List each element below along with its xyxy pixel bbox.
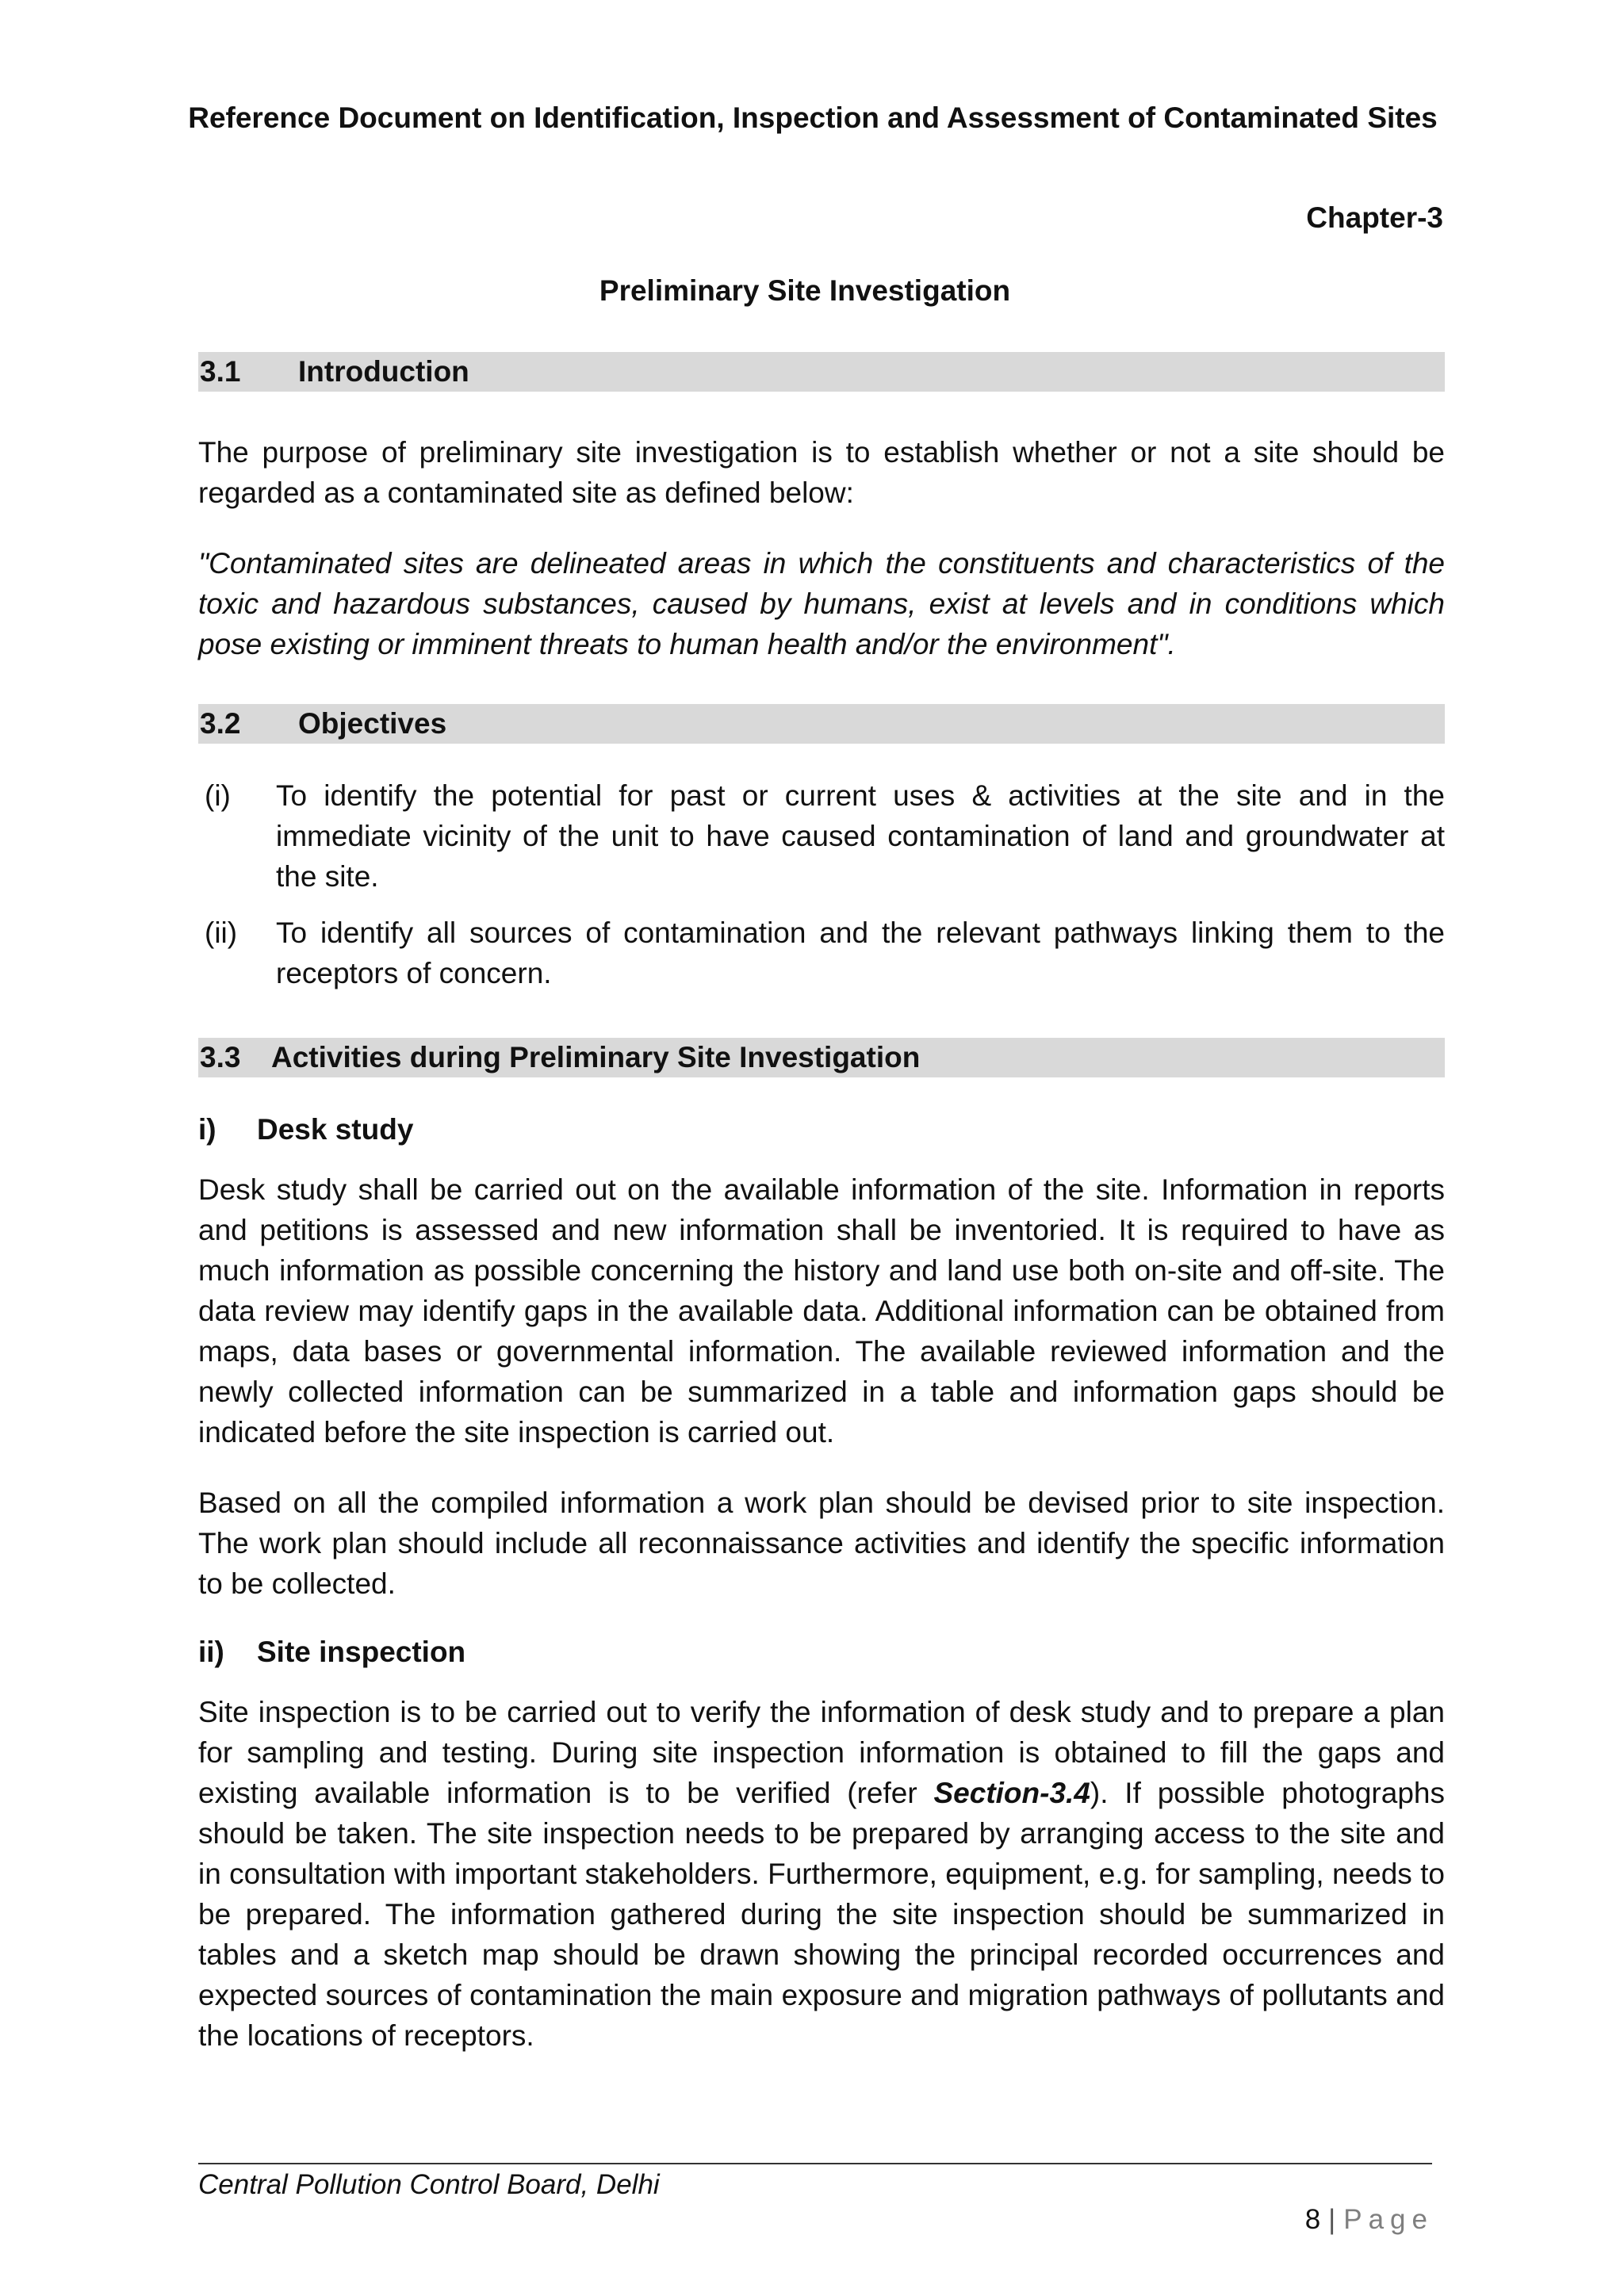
site-inspection-text-end: ). If possible photographs should be taken. The site inspection needs to be prepared by arranging access to the site and in consultation with important stakeholders. Furthermore, equipment, e.g. for sampling, needs to be prepared. The information gathered during the site inspection should be summarized in tables and a sketch map should be drawn showing the principal recorded occurrences and expected sources of contamination the main exposure and migration pathways of pollutants and the locations of receptors. bbox=[198, 1777, 1445, 2052]
objective-item bbox=[198, 775, 1445, 897]
section-heading-introduction bbox=[198, 352, 1445, 392]
footer-divider bbox=[198, 2163, 1432, 2164]
section-number: 3.1 bbox=[200, 355, 241, 388]
page-label: Page bbox=[1343, 2204, 1434, 2235]
site-inspection-text-start: Site inspection is to be carried out to verify the information of desk study and to prepare a plan for sampling and testing. During site inspection information is obtained to fill the gaps and existing available information is to be verified (refer bbox=[198, 1696, 1445, 1809]
list-marker: (i) bbox=[205, 779, 231, 812]
definition-quote: "Contaminated sites are delineated areas in which the constituents and characteristics of the toxic and hazardous substances, caused by humans, exist at levels and in conditions which pose existing or imminent threats to human health and/or the environment". bbox=[198, 547, 1445, 660]
work-plan-paragraph: Based on all the compiled information a work plan should be devised prior to site inspection. The work plan should include all reconnaissance activities and identify the specific information to be collected. bbox=[198, 1487, 1445, 1600]
list-item-text: To identify all sources of contamination and the relevant pathways linking them to the receptors of concern. bbox=[276, 916, 1445, 989]
list-item-text: To identify the potential for past or current uses & activities at the site and in the immediate vicinity of the unit to have caused contamination of land and groundwater at the site. bbox=[276, 779, 1445, 893]
intro-paragraph: The purpose of preliminary site investigation is to establish whether or not a site should be regarded as a contaminated site as defined below: bbox=[198, 436, 1445, 509]
subheading-title: Site inspection bbox=[257, 1636, 466, 1668]
subheading-marker: ii) bbox=[198, 1636, 224, 1668]
subheading-title: Desk study bbox=[257, 1113, 414, 1146]
footer-organization: Central Pollution Control Board, Delhi bbox=[198, 2169, 660, 2200]
section-heading-objectives bbox=[198, 704, 1445, 744]
subheading-desk-study bbox=[198, 1109, 413, 1150]
section-number: 3.2 bbox=[200, 707, 241, 740]
page-number-value: 8 bbox=[1304, 2204, 1321, 2235]
section-heading-activities bbox=[198, 1038, 1445, 1077]
site-inspection-paragraph bbox=[198, 1692, 1445, 2056]
section-number: 3.3 bbox=[200, 1041, 241, 1073]
page-number-separator: | bbox=[1328, 2204, 1336, 2235]
section-title: Introduction bbox=[298, 355, 469, 388]
page-number bbox=[1305, 2204, 1434, 2236]
page-title: Preliminary Site Investigation bbox=[599, 274, 1011, 307]
section-reference: Section-3.4 bbox=[933, 1777, 1090, 1809]
objective-item bbox=[198, 913, 1445, 993]
desk-study-paragraph: Desk study shall be carried out on the available information of the site. Information in reports and petitions is assessed and new information shall be inventoried. It is required to have as much information as possible concerning the history and land use both on-site and off-site. The data review may identify gaps in the available data. Additional information can be obtained from maps, data bases or governmental information. The available reviewed information and the newly collected information can be summarized in a table and information gaps should be indicated before the site inspection is carried out. bbox=[198, 1173, 1445, 1448]
list-marker: (ii) bbox=[205, 916, 238, 949]
section-title: Activities during Preliminary Site Investigation bbox=[271, 1041, 921, 1073]
chapter-label: Chapter-3 bbox=[1306, 201, 1443, 234]
running-header: Reference Document on Identification, Inspection and Assessment of Contaminated Sites bbox=[188, 101, 1438, 134]
section-title: Objectives bbox=[298, 707, 447, 740]
subheading-marker: i) bbox=[198, 1113, 216, 1146]
subheading-site-inspection bbox=[198, 1632, 465, 1672]
